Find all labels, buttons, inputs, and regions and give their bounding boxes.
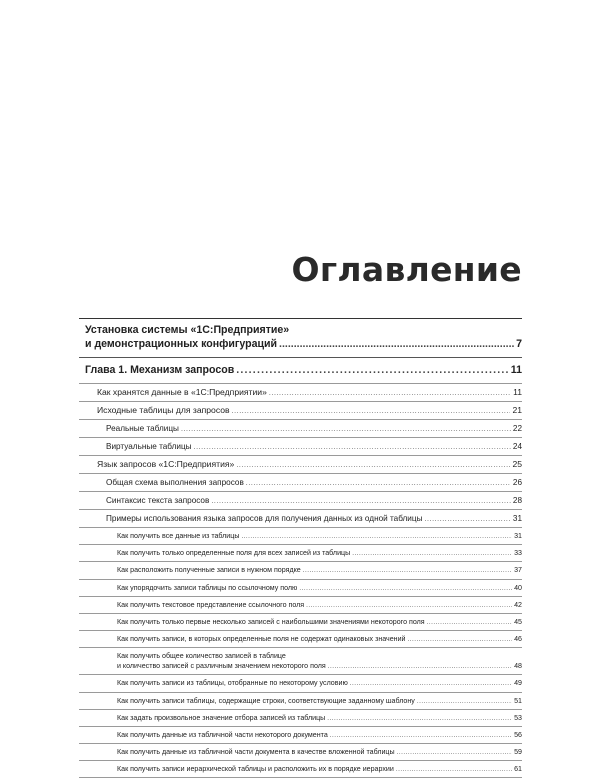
toc-entry-list (79, 383, 522, 778)
toc-leader-dots (330, 728, 512, 744)
toc-entry[interactable] (79, 492, 522, 510)
toc-leader-dots (236, 457, 510, 474)
toc-page-number: 25 (512, 459, 522, 469)
toc-entry[interactable] (79, 675, 522, 692)
toc-page-number: 28 (512, 496, 522, 505)
toc-leader-dots (427, 615, 512, 631)
toc-page-number: 22 (512, 424, 522, 433)
toc-entry[interactable] (79, 693, 522, 710)
toc-leader-dots (241, 529, 512, 545)
page-title: Оглавление (291, 250, 522, 289)
toc-entry[interactable] (79, 474, 522, 492)
toc-page-number: 31 (514, 532, 522, 540)
toc-leader-dots (327, 711, 512, 727)
toc-page-number: 26 (512, 478, 522, 487)
toc-page-number: 53 (514, 713, 522, 722)
toc-leader-dots (396, 762, 512, 778)
toc-leader-dots (246, 475, 511, 492)
toc-entry[interactable] (79, 597, 522, 614)
toc-entry[interactable] (79, 744, 522, 761)
toc-leader-dots (350, 676, 512, 692)
toc-entry-label: Исходные таблицы для запросов (97, 405, 230, 415)
toc-leader-dots (303, 563, 512, 579)
toc-page-number: 11 (513, 387, 522, 397)
toc-page-number: 59 (514, 748, 522, 757)
toc-entry-label: Как задать произвольное значение отбора записей из таблицы (117, 713, 326, 722)
toc-entry[interactable] (79, 710, 522, 727)
toc-leader-dots (328, 662, 512, 672)
toc-entry-label: Как получить записи, в которых определенные поля не содержат одинаковых значений (117, 635, 406, 644)
toc-entry-label: Примеры использования языка запросов для получения данных из одной таблицы (106, 514, 423, 523)
toc-page-number: 11 (510, 364, 522, 376)
toc-page-number: 21 (512, 405, 522, 415)
toc-entry[interactable] (79, 384, 522, 402)
toc-page-number: 42 (514, 600, 522, 609)
toc-page-number: 49 (514, 679, 522, 688)
toc-entry-label: Как получить данные из табличной части некоторого документа (117, 730, 328, 739)
toc-leader-dots (306, 598, 512, 614)
toc-entry-label: Синтаксис текста запросов (106, 496, 210, 505)
toc-intro-entry[interactable] (79, 318, 522, 351)
toc-entry-label: Как получить все данные из таблицы (117, 532, 240, 540)
toc-leader-dots (181, 421, 511, 438)
toc-entry[interactable] (79, 761, 522, 778)
toc-leader-dots (236, 361, 509, 379)
toc-entry[interactable] (79, 438, 522, 456)
toc-entry-label: Как получить записи из таблицы, отобранные по некоторому условию (117, 679, 348, 688)
toc-entry[interactable] (79, 562, 522, 579)
toc-entry-label: Общая схема выполнения запросов (106, 478, 244, 487)
toc-leader-dots (269, 385, 511, 402)
toc-leader-dots (408, 632, 513, 648)
toc-entry-label: Как получить записи иерархической таблицы и расположить их в порядке иерархии (117, 765, 394, 774)
toc-entry[interactable] (79, 402, 522, 420)
toc-entry-label: Как получить только первые несколько записей с наибольшими значениями некоторого поля (117, 617, 425, 626)
toc-page-number: 33 (514, 549, 522, 558)
toc-entry-label-line2: и количество записей с различным значением некоторого поля (117, 662, 326, 671)
toc-entry[interactable] (79, 614, 522, 631)
toc-entry[interactable] (79, 648, 522, 675)
toc-entry-label: Язык запросов «1С:Предприятия» (97, 459, 235, 469)
toc-leader-dots (232, 403, 511, 420)
toc-entry-label: Виртуальные таблицы (106, 442, 192, 451)
toc-page-number: 24 (512, 442, 522, 451)
toc-chapter-label: Глава 1. Механизм запросов (85, 364, 235, 376)
toc-entry[interactable] (79, 631, 522, 648)
toc-entry-label: Как получить данные из табличной части документа в качестве вложенной таблицы (117, 748, 395, 757)
toc-entry[interactable] (79, 510, 522, 528)
toc-entry-label: Как получить записи таблицы, содержащие строки, соответствующие заданному шаблону (117, 696, 415, 705)
toc-page-number: 48 (514, 662, 522, 671)
toc-page-number: 61 (514, 765, 522, 774)
toc-entry[interactable] (79, 420, 522, 438)
toc-entry[interactable] (79, 528, 522, 545)
toc-page-number: 56 (514, 730, 522, 739)
toc-leader-dots (352, 546, 512, 562)
toc-page-number: 46 (514, 635, 522, 644)
toc-page-number: 37 (514, 566, 522, 575)
toc-page-number: 31 (512, 514, 522, 523)
toc-page-number: 40 (514, 583, 522, 592)
toc-entry[interactable] (79, 456, 522, 474)
toc-leader-dots (397, 745, 513, 761)
table-of-contents (79, 318, 522, 778)
toc-page-number: 45 (514, 617, 522, 626)
toc-leader-dots (424, 511, 510, 528)
toc-leader-dots (279, 337, 514, 351)
toc-page-number: 7 (516, 338, 522, 350)
toc-chapter-entry[interactable] (79, 361, 522, 379)
toc-entry[interactable] (79, 727, 522, 744)
toc-entry-label: Как хранятся данные в «1С:Предприятии» (97, 387, 267, 397)
toc-entry-label: Как упорядочить записи таблицы по ссылочному полю (117, 583, 298, 592)
toc-intro-label-line2: и демонстрационных конфигураций (85, 338, 277, 350)
toc-entry-label: Как получить текстовое представление ссылочного поля (117, 600, 305, 609)
toc-leader-dots (417, 694, 512, 710)
toc-leader-dots (194, 439, 511, 456)
toc-entry-label: Как получить только определенные поля для всех записей из таблицы (117, 549, 351, 558)
toc-entry-label: Как расположить полученные записи в нужном порядке (117, 566, 301, 575)
toc-entry[interactable] (79, 545, 522, 562)
toc-entry-label-line1: Как получить общее количество записей в таблице (117, 652, 286, 661)
toc-leader-dots (211, 493, 511, 510)
toc-page-number: 51 (514, 696, 522, 705)
toc-leader-dots (299, 581, 512, 597)
toc-entry[interactable] (79, 580, 522, 597)
toc-entry-label: Реальные таблицы (106, 424, 179, 433)
toc-chapter-block (79, 357, 522, 778)
toc-intro-label-line1: Установка системы «1С:Предприятие» (85, 324, 290, 336)
